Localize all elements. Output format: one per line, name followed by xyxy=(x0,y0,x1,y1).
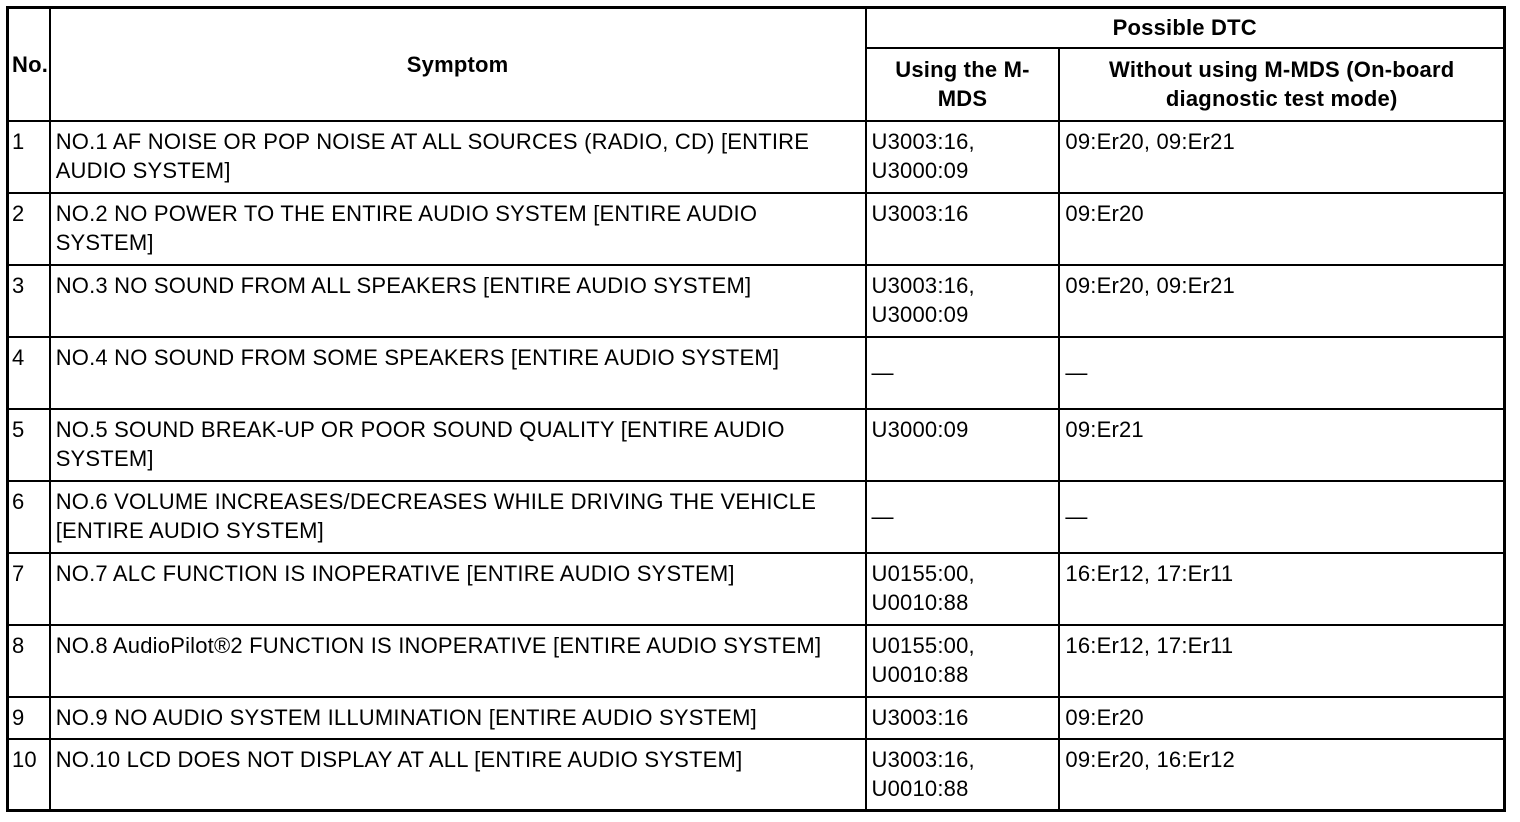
table-row xyxy=(8,697,1505,739)
row-mmds-dtc: U3003:16, U3000:09 xyxy=(866,265,1060,337)
row-symptom: NO.10 LCD DOES NOT DISPLAY AT ALL [ENTIRE AUDIO SYSTEM] xyxy=(50,739,866,811)
row-no: 7 xyxy=(8,553,50,625)
table-row xyxy=(8,193,1505,265)
table-row xyxy=(8,739,1505,811)
row-obd-dtc: 16:Er12, 17:Er11 xyxy=(1059,625,1504,697)
table-row xyxy=(8,481,1505,553)
row-obd-dtc: — xyxy=(1059,481,1504,553)
row-obd-dtc: 09:Er20, 16:Er12 xyxy=(1059,739,1504,811)
row-symptom: NO.2 NO POWER TO THE ENTIRE AUDIO SYSTEM [ENTIRE AUDIO SYSTEM] xyxy=(50,193,866,265)
row-mmds-dtc: U3003:16 xyxy=(866,697,1060,739)
row-mmds-dtc: U0155:00, U0010:88 xyxy=(866,625,1060,697)
row-obd-dtc: 09:Er20, 09:Er21 xyxy=(1059,265,1504,337)
row-no: 8 xyxy=(8,625,50,697)
header-without-mmds: Without using M-MDS (On-board diagnostic test mode) xyxy=(1059,48,1504,121)
row-no: 2 xyxy=(8,193,50,265)
row-mmds-dtc: U3003:16, U0010:88 xyxy=(866,739,1060,811)
row-no: 1 xyxy=(8,121,50,193)
row-mmds-dtc: U3003:16, U3000:09 xyxy=(866,121,1060,193)
table-row xyxy=(8,121,1505,193)
header-symptom: Symptom xyxy=(50,8,866,121)
row-symptom: NO.1 AF NOISE OR POP NOISE AT ALL SOURCES (RADIO, CD) [ENTIRE AUDIO SYSTEM] xyxy=(50,121,866,193)
row-symptom: NO.5 SOUND BREAK-UP OR POOR SOUND QUALITY [ENTIRE AUDIO SYSTEM] xyxy=(50,409,866,481)
row-mmds-dtc: U0155:00, U0010:88 xyxy=(866,553,1060,625)
row-no: 5 xyxy=(8,409,50,481)
table-row xyxy=(8,553,1505,625)
row-symptom: NO.7 ALC FUNCTION IS INOPERATIVE [ENTIRE AUDIO SYSTEM] xyxy=(50,553,866,625)
row-symptom: NO.6 VOLUME INCREASES/DECREASES WHILE DRIVING THE VEHICLE [ENTIRE AUDIO SYSTEM] xyxy=(50,481,866,553)
row-obd-dtc: 09:Er21 xyxy=(1059,409,1504,481)
row-symptom: NO.8 AudioPilot®2 FUNCTION IS INOPERATIVE [ENTIRE AUDIO SYSTEM] xyxy=(50,625,866,697)
dtc-table-container xyxy=(6,6,1506,812)
row-symptom: NO.4 NO SOUND FROM SOME SPEAKERS [ENTIRE AUDIO SYSTEM] xyxy=(50,337,866,409)
row-symptom: NO.9 NO AUDIO SYSTEM ILLUMINATION [ENTIRE AUDIO SYSTEM] xyxy=(50,697,866,739)
symptom-dtc-table xyxy=(6,6,1506,812)
table-header-row xyxy=(8,8,1505,48)
row-mmds-dtc: — xyxy=(866,481,1060,553)
row-no: 3 xyxy=(8,265,50,337)
table-row xyxy=(8,265,1505,337)
row-no: 9 xyxy=(8,697,50,739)
row-symptom: NO.3 NO SOUND FROM ALL SPEAKERS [ENTIRE AUDIO SYSTEM] xyxy=(50,265,866,337)
table-row xyxy=(8,625,1505,697)
header-possible-dtc: Possible DTC xyxy=(866,8,1505,48)
header-no: No. xyxy=(8,8,50,121)
row-obd-dtc: 09:Er20 xyxy=(1059,697,1504,739)
row-obd-dtc: — xyxy=(1059,337,1504,409)
row-mmds-dtc: U3000:09 xyxy=(866,409,1060,481)
row-obd-dtc: 09:Er20 xyxy=(1059,193,1504,265)
row-obd-dtc: 16:Er12, 17:Er11 xyxy=(1059,553,1504,625)
row-no: 4 xyxy=(8,337,50,409)
header-using-mmds: Using the M-MDS xyxy=(866,48,1060,121)
table-row xyxy=(8,409,1505,481)
row-no: 10 xyxy=(8,739,50,811)
row-no: 6 xyxy=(8,481,50,553)
table-row xyxy=(8,337,1505,409)
row-obd-dtc: 09:Er20, 09:Er21 xyxy=(1059,121,1504,193)
row-mmds-dtc: — xyxy=(866,337,1060,409)
row-mmds-dtc: U3003:16 xyxy=(866,193,1060,265)
